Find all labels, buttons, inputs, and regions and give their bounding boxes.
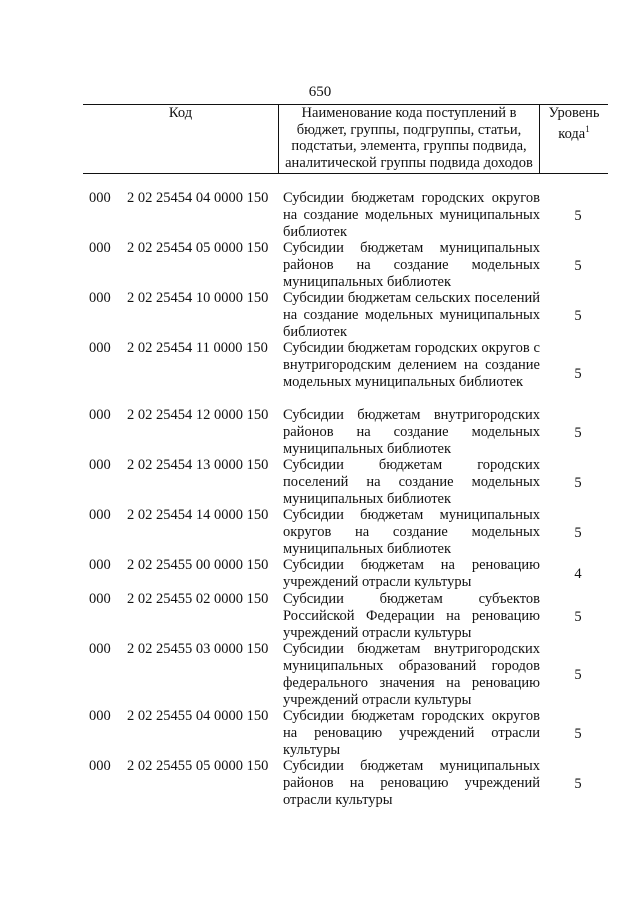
revenue-name: Субсидии бюджетам городских округов на создание модельных муниципальных библиотек [283,190,540,240]
revenue-code: 2 02 25454 11 0000 150 [127,340,268,356]
header-code: Код [168,105,193,121]
header-level-line2 [540,121,608,142]
code-level: 5 [574,725,582,742]
table-row [83,591,608,642]
admin-code: 000 [89,340,111,356]
revenue-code: 2 02 25455 03 0000 150 [127,641,269,657]
admin-code: 000 [89,758,111,774]
admin-code: 000 [89,407,111,423]
admin-code: 000 [89,290,111,306]
revenue-code: 2 02 25454 13 0000 150 [127,457,269,473]
table-header [83,104,608,174]
header-name-line: подстатьи, элемента, группы подвида, [291,138,527,154]
admin-code: 000 [89,190,111,206]
code-level: 5 [574,474,582,491]
page-number: 650 [308,84,332,100]
revenue-name: Субсидии бюджетам городских округов с внутригородским делением на создание модельных муниципальных библиотек [283,340,540,390]
revenue-code: 2 02 25454 04 0000 150 [127,190,269,206]
code-level: 5 [574,667,582,683]
table-row [83,758,608,809]
table-row [83,641,608,709]
revenue-name: Субсидии бюджетам внутригородских районов на создание модельных муниципальных библиотек [283,407,540,457]
code-level: 5 [574,207,582,224]
admin-code: 000 [89,641,111,657]
table-row [83,290,608,341]
table-row [83,340,608,391]
code-level: 5 [574,257,582,274]
code-level: 5 [574,366,582,382]
revenue-name: Субсидии бюджетам на реновацию учреждений отрасли культуры [283,557,540,590]
revenue-name: Субсидии бюджетам муниципальных округов на создание модельных муниципальных библиотек [283,507,540,557]
revenue-name: Субсидии бюджетам внутригородских муниципальных образований городов федерального значения на реновацию учреждений отрасли культуры [283,641,540,708]
code-level: 5 [574,424,582,441]
revenue-code: 2 02 25455 00 0000 150 [127,557,269,573]
header-name [278,105,540,173]
table-row [83,557,608,591]
revenue-name: Субсидии бюджетам городских поселений на создание модельных муниципальных библиотек [283,457,540,507]
code-level: 5 [574,608,582,625]
revenue-name: Субсидии бюджетам сельских поселений на создание модельных муниципальных библиотек [283,290,540,340]
admin-code: 000 [89,591,111,607]
table-row [83,507,608,558]
revenue-name: Субсидии бюджетам муниципальных районов на реновацию учреждений отрасли культуры [283,758,540,808]
admin-code: 000 [89,457,111,473]
header-name-line: бюджет, группы, подгруппы, статьи, [296,121,522,138]
revenue-code: 2 02 25454 14 0000 150 [127,507,269,523]
header-level [540,105,608,142]
table-row [83,407,608,458]
code-level: 5 [574,307,582,324]
table-row [83,240,608,291]
code-level: 5 [574,524,582,541]
header-name-line: Наименование кода поступлений в [301,105,517,121]
header-name-line: аналитической группы подвида доходов [285,154,533,171]
revenue-code: 2 02 25455 04 0000 150 [127,708,269,724]
header-level-line1: Уровень [548,105,600,121]
footnote-marker: 1 [585,124,590,134]
revenue-name: Субсидии бюджетам муниципальных районов на создание модельных муниципальных библиотек [283,240,540,290]
admin-code: 000 [89,240,111,256]
admin-code: 000 [89,708,111,724]
admin-code: 000 [89,507,111,523]
revenue-name: Субсидии бюджетам городских округов на реновацию учреждений отрасли культуры [283,708,540,758]
revenue-name: Субсидии бюджетам субъектов Российской Федерации на реновацию учреждений отрасли культуры [283,591,540,641]
header-level-text: кода [558,125,586,142]
revenue-code: 2 02 25454 05 0000 150 [127,240,269,256]
table-row [83,190,608,241]
revenue-code: 2 02 25454 10 0000 150 [127,290,269,306]
admin-code: 000 [89,557,111,573]
revenue-code: 2 02 25455 02 0000 150 [127,591,269,607]
revenue-code: 2 02 25454 12 0000 150 [127,407,269,423]
table-row [83,457,608,508]
table-row [83,708,608,759]
revenue-code: 2 02 25455 05 0000 150 [127,758,269,774]
code-level: 5 [574,775,582,792]
code-level: 4 [574,566,582,582]
